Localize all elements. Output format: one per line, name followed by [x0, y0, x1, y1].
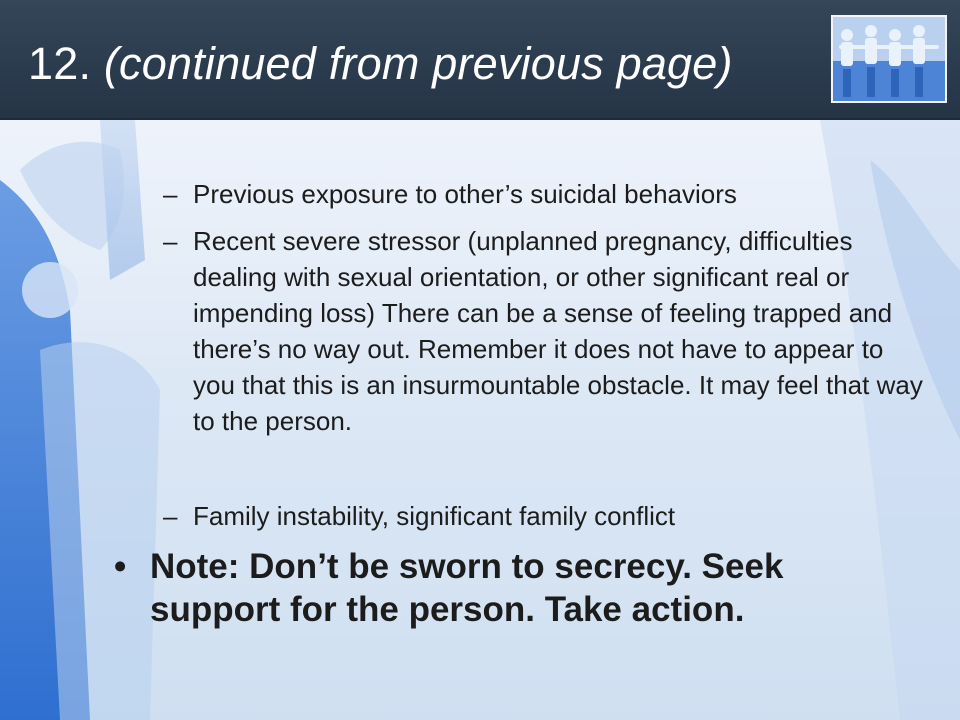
list-item	[163, 223, 923, 439]
list-item-text: Previous exposure to other’s suicidal behaviors	[193, 179, 737, 209]
slide-title-text: (continued from previous page)	[103, 38, 733, 89]
list-item	[163, 176, 923, 212]
slide-title-number: 12.	[28, 38, 92, 89]
dash-marker: –	[163, 501, 178, 531]
bullet-marker: •	[114, 547, 127, 586]
note-bullet	[114, 545, 904, 631]
list-item-text: Recent severe stressor (unplanned pregnancy, difficulties dealing with sexual orientation, or other significant real or impending loss) There can be a sense of feeling trapped and there’s no way out. Remember it does not have to appear to you that this is an insurmountable obstacle. It may feel that way to the person.	[193, 226, 923, 436]
dash-marker: –	[163, 226, 178, 256]
list-item-text: Family instability, significant family conflict	[193, 501, 676, 531]
list-item	[163, 498, 923, 534]
dash-marker: –	[163, 179, 178, 209]
note-text: Note: Don’t be sworn to secrecy. Seek support for the person. Take action.	[150, 547, 784, 629]
